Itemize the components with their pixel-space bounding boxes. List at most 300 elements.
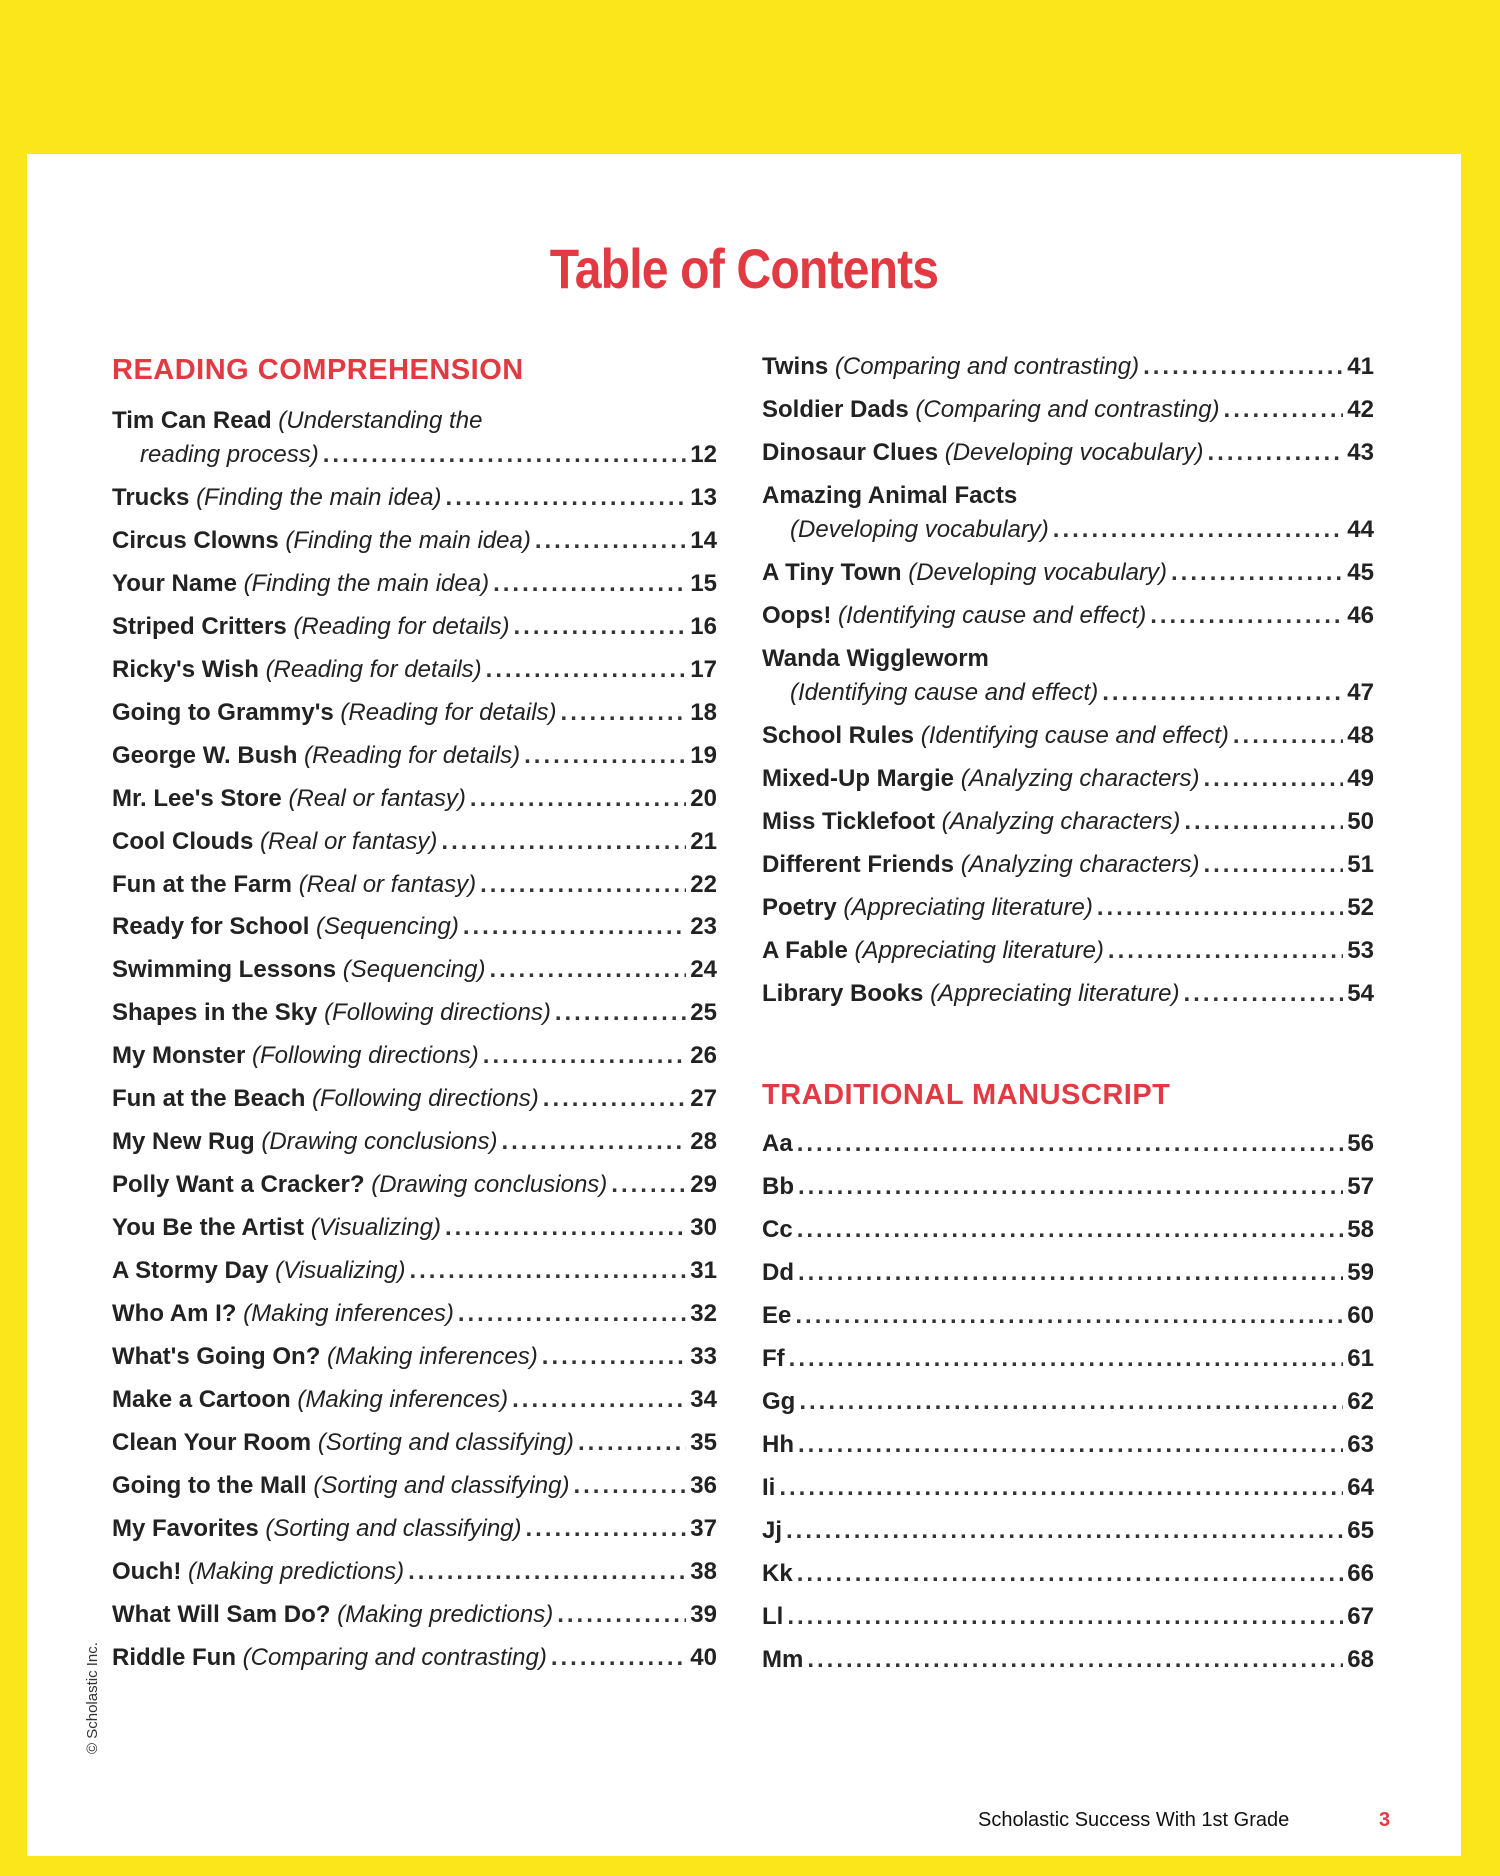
toc-entry[interactable] [762,1299,1374,1333]
toc-entry-text [112,1383,508,1417]
toc-page-number: 60 [1347,1302,1374,1329]
toc-row [112,782,717,816]
toc-entry[interactable] [112,524,717,558]
toc-entry-skill: (Finding the main idea) [243,569,490,597]
dot-leader [1224,393,1344,427]
dot-leader [535,524,686,558]
toc-page-number: 67 [1347,1603,1374,1630]
toc-entry-text [762,1643,803,1677]
toc-row [112,868,717,902]
toc-entry-text [762,1385,795,1419]
toc-entry-skill: (Identifying cause and effect) [920,722,1229,749]
toc-entry-title: Miss Ticklefoot [762,808,935,835]
toc-entry[interactable] [762,977,1374,1011]
toc-page-number: 38 [690,1557,717,1585]
toc-entry-title: Swimming Lessons [112,956,337,984]
toc-page-number: 63 [1347,1431,1374,1458]
toc-entry-text [112,1641,547,1675]
toc-row [762,719,1374,753]
dot-leader [1108,934,1343,968]
toc-entry-title: Your Name [112,569,237,597]
toc-entry-skill: (Visualizing) [275,1257,406,1285]
toc-entry-text [762,1557,793,1591]
toc-entry-text [762,1170,794,1204]
dot-leader [463,910,686,944]
toc-row [762,1557,1374,1591]
toc-page-number: 33 [690,1342,717,1370]
dot-leader [458,1297,686,1331]
toc-page-number: 65 [1347,1517,1374,1544]
toc-entry-skill: (Developing vocabulary) [944,439,1204,466]
toc-entry-title: My Monster [112,1042,246,1070]
toc-entry[interactable] [762,556,1374,590]
dot-leader [542,1340,687,1374]
toc-page-number: 61 [1347,1345,1374,1372]
dot-leader [798,1256,1343,1290]
dot-leader [408,1555,686,1589]
toc-entry-skill: (Analyzing characters) [941,808,1181,835]
toc-entry-text [762,848,1199,882]
dot-leader [543,1082,687,1116]
page-title: Table of Contents [549,237,939,300]
toc-entry-title: Trucks [112,483,190,511]
toc-row [762,762,1374,796]
toc-entry-text [762,350,1139,384]
toc-page-number: 25 [690,999,717,1027]
toc-entry-skill: (Making predictions) [337,1600,554,1628]
toc-row [762,1471,1374,1505]
toc-entry-text [112,739,520,773]
toc-entry[interactable] [762,1385,1374,1419]
toc-row [762,556,1374,590]
toc-entry-title: Ouch! [112,1557,182,1585]
toc-entry-skill: (Drawing conclusions) [261,1128,498,1156]
toc-row [112,739,717,773]
dot-leader [1143,350,1343,384]
dot-leader [1184,805,1343,839]
toc-entry-text [112,868,476,902]
toc-entry[interactable] [762,599,1374,633]
toc-row [112,1039,717,1073]
toc-entry-text [112,1340,538,1374]
toc-entry-title: Going to Grammy's [112,698,334,726]
toc-entry-text [112,1125,497,1159]
toc-row [762,393,1374,427]
toc-page-number: 64 [1347,1474,1374,1501]
toc-entry[interactable] [112,910,717,944]
toc-row [112,524,717,558]
dot-leader [797,1557,1344,1591]
dot-leader [1208,436,1344,470]
footer-book-title: Scholastic Success With 1st Grade [978,1809,1290,1831]
toc-entry-title: Who Am I? [112,1300,237,1327]
toc-row [112,1340,717,1374]
toc-row [112,825,717,859]
toc-entry[interactable] [762,934,1374,968]
toc-page-number: 22 [690,870,717,898]
toc-entry-title: Clean Your Room [112,1428,312,1456]
toc-entry-skill: (Sequencing) [316,913,459,941]
toc-entry-text [112,481,442,515]
dot-leader [561,696,687,730]
toc-entry[interactable] [112,1125,717,1159]
toc-entry-title: Ll [762,1603,784,1630]
toc-entry-skill: (Following directions) [312,1085,539,1113]
toc-entry[interactable] [112,1469,717,1503]
toc-entry-title: Going to the Mall [112,1471,307,1499]
toc-entry-text [762,762,1199,796]
toc-entry[interactable] [112,868,717,902]
toc-entry-text [112,1426,574,1460]
dot-leader [323,438,687,472]
toc-entry-text [112,567,489,601]
dot-leader [789,1342,1344,1376]
dot-leader [1171,556,1343,590]
toc-page-number: 49 [1347,765,1374,792]
toc-entry-skill: (Making inferences) [243,1300,454,1327]
toc-entry-text [112,782,466,816]
toc-entry[interactable] [112,1641,717,1675]
toc-entry-title: Soldier Dads [762,396,909,423]
toc-entry[interactable] [762,1127,1374,1161]
toc-entry-text [762,1256,794,1290]
toc-row [762,436,1374,470]
toc-entry-text [762,805,1180,839]
toc-entry-skill: (Comparing and contrasting) [915,396,1220,423]
toc-row [762,805,1374,839]
dot-leader [409,1254,686,1288]
toc-page-number: 23 [690,913,717,941]
toc-entry-text [790,513,1049,547]
toc-row [112,1082,717,1116]
dot-leader [490,953,687,987]
toc-row [762,513,1374,547]
toc-entry-title: Polly Want a Cracker? [112,1171,365,1199]
toc-entry-title: Hh [762,1431,794,1458]
toc-entry-first-line [762,479,1374,513]
toc-entry-skill: (Comparing and contrasting) [242,1643,547,1671]
toc-entry-title: Mr. Lee's Store [112,784,282,812]
toc-entry[interactable] [762,1256,1374,1290]
toc-entry[interactable] [762,1471,1374,1505]
toc-page-number: 44 [1347,516,1374,543]
toc-page-number: 41 [1347,353,1374,380]
toc-row [762,977,1374,1011]
toc-entry-title: Ff [762,1345,785,1372]
toc-row [112,996,717,1030]
toc-entry-text [112,1082,539,1116]
toc-entry-title: Bb [762,1173,794,1200]
toc-entry-text [112,996,551,1030]
toc-entry-title: Circus Clowns [112,526,279,554]
toc-entry[interactable] [112,1598,717,1632]
toc-entry[interactable] [112,653,717,687]
toc-entry[interactable] [762,1428,1374,1462]
toc-entry-text [112,1512,522,1546]
toc-entry-text [112,1297,454,1331]
toc-row [112,653,717,687]
toc-page-number: 43 [1347,439,1374,466]
toc-entry-skill: (Sorting and classifying) [265,1514,522,1542]
dot-leader [480,868,686,902]
toc-page-number: 29 [690,1171,717,1199]
toc-row [762,1385,1374,1419]
toc-entry[interactable] [762,479,1374,547]
toc-entry[interactable] [112,1082,717,1116]
toc-entry-title: Ii [762,1474,776,1501]
toc-entry-title: Twins [762,353,829,380]
toc-page-number: 40 [690,1643,717,1671]
toc-page-number: 26 [690,1042,717,1070]
toc-entry-skill: (Developing vocabulary) [908,559,1168,586]
toc-entry-title: Striped Critters [112,612,287,640]
toc-entry[interactable] [762,891,1374,925]
dot-leader [470,782,686,816]
toc-entry[interactable] [762,1170,1374,1204]
toc-entry[interactable] [112,610,717,644]
page-sheet [27,154,1461,1856]
toc-row [112,910,717,944]
toc-entry[interactable] [112,1555,717,1589]
toc-entry[interactable] [112,953,717,987]
toc-entry-text [762,1514,782,1548]
toc-entry-title: Mm [762,1646,804,1673]
toc-page-number: 48 [1347,722,1374,749]
toc-entry-text [762,1600,783,1634]
toc-page-number: 17 [690,655,717,683]
toc-row [112,567,717,601]
toc-entry-title: Kk [762,1560,793,1587]
toc-entry[interactable] [112,1340,717,1374]
toc-entry-skill: (Appreciating literature) [930,980,1180,1007]
dot-leader [798,1428,1343,1462]
toc-entry-text [112,910,459,944]
toc-row [762,350,1374,384]
toc-entry[interactable] [112,1512,717,1546]
dot-leader [573,1469,686,1503]
dot-leader [524,739,686,773]
toc-entry-skill: (Analyzing characters) [960,765,1200,792]
toc-row [112,953,717,987]
toc-page-number: 34 [690,1385,717,1413]
toc-entry[interactable] [112,782,717,816]
toc-entry-title: Make a Cartoon [112,1385,291,1413]
toc-page-number: 56 [1347,1130,1374,1157]
toc-page-number: 20 [690,784,717,812]
toc-row [112,696,717,730]
toc-entry[interactable] [762,762,1374,796]
section-heading-reading-comprehension: READING COMPREHENSION [112,354,524,386]
toc-entry-skill: (Finding the main idea) [196,483,442,511]
section-heading-traditional-manuscript: TRADITIONAL MANUSCRIPT [762,1079,1171,1111]
toc-entry[interactable] [112,739,717,773]
toc-entry-skill: (Appreciating literature) [854,937,1104,964]
toc-entry[interactable] [112,1211,717,1245]
toc-entry-title: Riddle Fun [112,1643,236,1671]
toc-entry-skill: (Reading for details) [265,655,482,683]
toc-entry-text [762,719,1229,753]
toc-page-number: 50 [1347,808,1374,835]
toc-entry-text [112,1555,404,1589]
toc-entry-text [762,599,1146,633]
toc-page-number: 45 [1347,559,1374,586]
toc-entry-skill: (Making predictions) [188,1557,405,1585]
toc-row [762,1514,1374,1548]
toc-entry-title: Jj [762,1517,783,1544]
toc-entry[interactable] [112,996,717,1030]
toc-entry-text [790,676,1098,710]
toc-row [762,599,1374,633]
toc-entry-title: What's Going On? [112,1342,321,1370]
toc-page-number: 24 [690,956,717,984]
toc-row [762,1213,1374,1247]
toc-entry-title: Gg [762,1388,796,1415]
toc-entry-title: Oops! [762,602,832,629]
dot-leader [779,1471,1343,1505]
toc-entry-text [762,1428,794,1462]
toc-page-number: 66 [1347,1560,1374,1587]
toc-entry-text [762,1342,785,1376]
toc-entry[interactable] [762,805,1374,839]
toc-entry[interactable] [762,436,1374,470]
toc-entry-text [112,1168,607,1202]
toc-row [762,1600,1374,1634]
dot-leader [578,1426,686,1460]
dot-leader [611,1168,686,1202]
toc-page-number: 37 [690,1514,717,1542]
toc-page-number: 35 [690,1428,717,1456]
toc-entry-first-line [112,404,717,438]
toc-entry[interactable] [762,1213,1374,1247]
toc-page-number: 32 [690,1300,717,1327]
toc-row [112,1555,717,1589]
toc-entry[interactable] [762,1600,1374,1634]
toc-entry-text [762,393,1220,427]
toc-entry[interactable] [112,825,717,859]
toc-entry-text [112,825,437,859]
toc-entry-text [112,953,486,987]
toc-page-number: 18 [690,698,717,726]
toc-row [112,1168,717,1202]
toc-entry-title: George W. Bush [112,741,298,769]
toc-entry[interactable] [112,1168,717,1202]
dot-leader [526,1512,687,1546]
toc-entry[interactable] [762,1643,1374,1677]
dot-leader [555,996,686,1030]
toc-entry-text [762,977,1180,1011]
toc-entry-skill: (Appreciating literature) [843,894,1093,921]
toc-entry-skill: (Sorting and classifying) [313,1471,570,1499]
toc-entry[interactable] [112,481,717,515]
toc-page-number: 51 [1347,851,1374,878]
toc-page-number: 28 [690,1128,717,1156]
toc-entry-title: School Rules [762,722,915,749]
toc-entry-title: My Favorites [112,1514,259,1542]
toc-entry-title: Shapes in the Sky [112,999,318,1027]
toc-entry[interactable] [762,1342,1374,1376]
toc-page-number: 27 [690,1085,717,1113]
footer-page-number: 3 [1379,1809,1391,1831]
toc-row [762,1342,1374,1376]
toc-entry-text [762,1213,793,1247]
toc-row [762,1256,1374,1290]
toc-entry[interactable] [112,1254,717,1288]
toc-row [112,1254,717,1288]
dot-leader [513,610,686,644]
toc-row [112,1383,717,1417]
toc-entry-title: Amazing Animal Facts [762,482,1018,509]
toc-row [762,1127,1374,1161]
toc-entry-skill: (Understanding the [278,407,483,434]
toc-entry[interactable] [112,404,717,472]
toc-entry-title: My New Rug [112,1128,255,1156]
toc-entry[interactable] [112,567,717,601]
toc-entry[interactable] [762,393,1374,427]
dot-leader [795,1299,1343,1333]
toc-entry-first-line [762,642,1374,676]
toc-row [112,610,717,644]
toc-entry[interactable] [112,1039,717,1073]
toc-entry-text [112,1598,553,1632]
toc-entry-title: Ee [762,1302,792,1329]
toc-row [762,1428,1374,1462]
toc-entry-title: Dinosaur Clues [762,439,939,466]
dot-leader [1053,513,1344,547]
toc-page-number: 46 [1347,602,1374,629]
toc-entry-text [112,524,531,558]
toc-entry[interactable] [112,1297,717,1331]
toc-entry[interactable] [762,848,1374,882]
toc-entry[interactable] [112,1426,717,1460]
toc-entry-skill: (Sequencing) [342,956,486,984]
toc-entry-skill: (Real or fantasy) [288,784,466,812]
toc-page-number: 21 [690,827,717,855]
toc-entry-title: Dd [762,1259,794,1286]
toc-entry-title: A Tiny Town [762,559,902,586]
toc-entry-title: Library Books [762,980,924,1007]
toc-entry[interactable] [112,1383,717,1417]
dot-leader [1184,977,1344,1011]
dot-leader [1097,891,1343,925]
toc-entry-skill: (Following directions) [324,999,551,1027]
toc-entry-text [112,653,482,687]
toc-entry[interactable] [762,350,1374,384]
toc-entry-title: What Will Sam Do? [112,1600,331,1628]
toc-entry-text [140,438,319,472]
toc-entry[interactable] [112,696,717,730]
toc-entry[interactable] [762,719,1374,753]
toc-entry-title: You Be the Artist [112,1214,305,1242]
toc-page-number: 42 [1347,396,1374,423]
toc-row [762,676,1374,710]
toc-entry-title: Tim Can Read [112,407,272,434]
dot-leader [1203,762,1343,796]
toc-entry-skill: (Real or fantasy) [260,827,438,855]
toc-row [762,934,1374,968]
toc-entry[interactable] [762,1514,1374,1548]
toc-entry[interactable] [762,642,1374,710]
toc-entry-skill: (Sorting and classifying) [317,1428,574,1456]
toc-entry-title: Mixed-Up Margie [762,765,955,792]
toc-page-number: 30 [690,1214,717,1242]
toc-entry-title: Poetry [762,894,837,921]
dot-leader [1102,676,1343,710]
toc-row [112,1512,717,1546]
toc-page-number: 19 [690,741,717,769]
toc-page-number: 47 [1347,679,1374,706]
toc-entry[interactable] [762,1557,1374,1591]
toc-row [762,848,1374,882]
